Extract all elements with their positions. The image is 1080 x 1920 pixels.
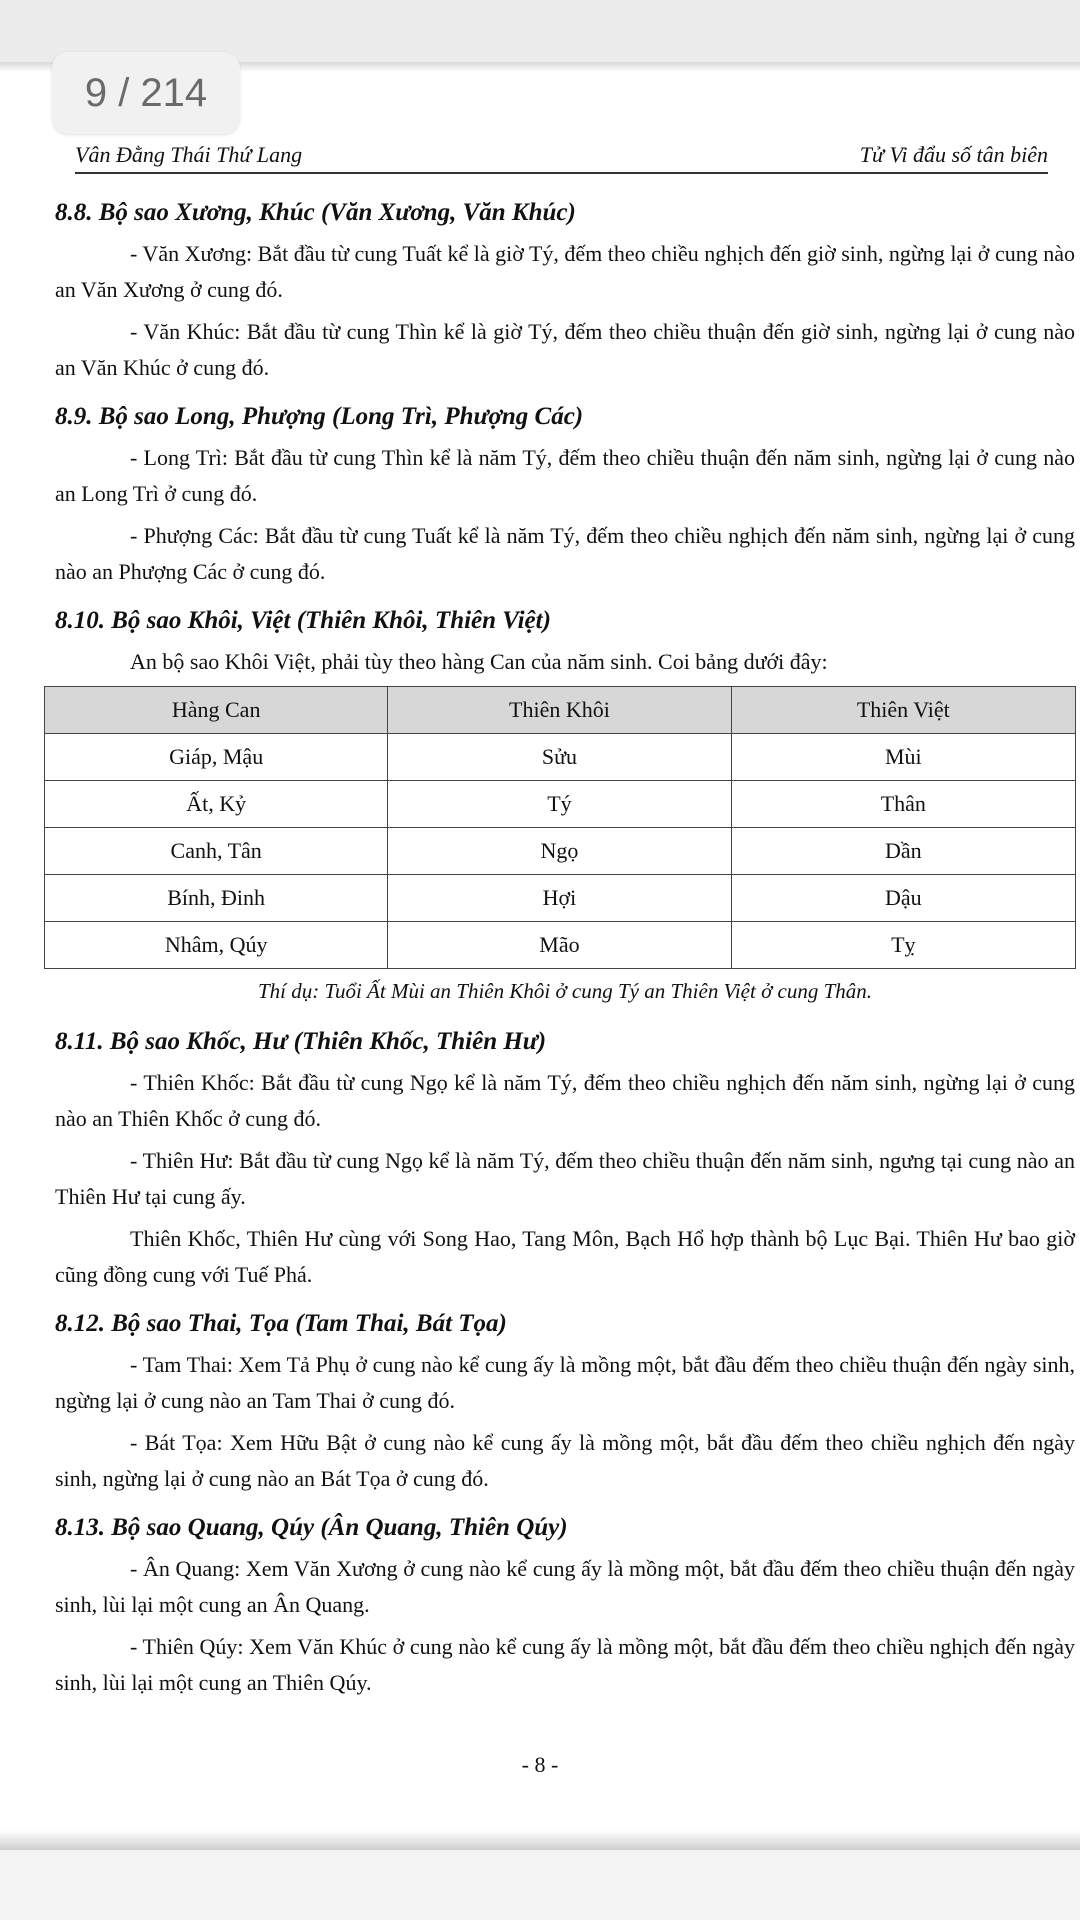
table-cell: Mùi [731, 734, 1075, 781]
column-header: Thiên Khôi [388, 687, 731, 734]
section-8-9 [55, 400, 1075, 590]
section-heading: 8.10. Bộ sao Khôi, Việt (Thiên Khôi, Thiên Việt) [55, 607, 551, 634]
table-row [45, 781, 1076, 828]
paragraph: - Tam Thai: Xem Tả Phụ ở cung nào kể cung ấy là mồng một, bắt đầu đếm theo chiều thuận đến ngày sinh, ngừng lại ở cung nào an Tam Thai ở cung đó. [55, 1352, 1075, 1413]
paragraph: - Bát Tọa: Xem Hữu Bật ở cung nào kể cung ấy là mồng một, bắt đầu đếm theo chiều nghịch đến ngày sinh, ngừng lại ở cung nào an Bát Tọa ở cung đó. [55, 1430, 1075, 1491]
viewer-bottom-bar [0, 1850, 1080, 1920]
paragraph: - Phượng Các: Bắt đầu từ cung Tuất kể là năm Tý, đếm theo chiều nghịch đến năm sinh, ngừng lại ở cung nào an Phượng Các ở cung đó. [55, 523, 1075, 584]
table-row [45, 922, 1076, 969]
page-content [55, 196, 1075, 1715]
column-header: Thiên Việt [731, 687, 1075, 734]
page-indicator[interactable]: 9 / 214 [52, 52, 240, 134]
khoi-viet-table [44, 686, 1076, 969]
table-cell: Tỵ [731, 922, 1075, 969]
table-cell: Giáp, Mậu [45, 734, 388, 781]
header-author: Vân Đằng Thái Thứ Lang [75, 142, 303, 167]
paragraph: - Thiên Hư: Bắt đầu từ cung Ngọ kể là năm Tý, đếm theo chiều thuận đến năm sinh, ngưng tại cung nào an Thiên Hư tại cung ấy. [55, 1148, 1075, 1209]
table-cell: Dậu [731, 875, 1075, 922]
table-header-row [45, 687, 1076, 734]
table-caption: Thí dụ: Tuổi Ất Mùi an Thiên Khôi ở cung Tý an Thiên Việt ở cung Thân. [257, 979, 873, 1003]
table-cell: Nhâm, Qúy [45, 922, 388, 969]
paragraph: - Văn Xương: Bắt đầu từ cung Tuất kể là giờ Tý, đếm theo chiều nghịch đến giờ sinh, ngừng lại ở cung nào an Văn Xương ở cung đó. [55, 241, 1075, 302]
paragraph: - Ân Quang: Xem Văn Xương ở cung nào kể cung ấy là mồng một, bắt đầu đếm theo chiều thuận đến ngày sinh, lùi lại một cung an Ân Quang. [55, 1556, 1075, 1617]
table-cell: Canh, Tân [45, 828, 388, 875]
section-8-10 [55, 604, 1075, 1007]
header-book-title: Tử Vi đẩu số tân biên [859, 142, 1048, 167]
column-header: Hàng Can [45, 687, 388, 734]
table-cell: Dần [731, 828, 1075, 875]
running-header [75, 140, 1048, 174]
section-heading: 8.9. Bộ sao Long, Phượng (Long Trì, Phượng Các) [55, 403, 584, 430]
paragraph: Thiên Khốc, Thiên Hư cùng với Song Hao, Tang Môn, Bạch Hổ hợp thành bộ Lục Bại. Thiên Hư bao giờ cũng đồng cung với Tuế Phá. [55, 1226, 1075, 1287]
table-row [45, 734, 1076, 781]
section-8-13 [55, 1511, 1075, 1701]
section-8-12 [55, 1307, 1075, 1497]
page-number: - 8 - [521, 1752, 559, 1777]
paragraph: - Thiên Qúy: Xem Văn Khúc ở cung nào kể cung ấy là mồng một, bắt đầu đếm theo chiều nghịch đến ngày sinh, lùi lại một cung an Thiên Qúy. [55, 1634, 1075, 1695]
table-row [45, 875, 1076, 922]
section-heading: 8.8. Bộ sao Xương, Khúc (Văn Xương, Văn Khúc) [55, 199, 576, 226]
section-8-11 [55, 1025, 1075, 1293]
table-cell: Tý [388, 781, 731, 828]
paragraph: An bộ sao Khôi Việt, phải tùy theo hàng Can của năm sinh. Coi bảng dưới đây: [130, 649, 828, 674]
table-row [45, 828, 1076, 875]
section-heading: 8.11. Bộ sao Khốc, Hư (Thiên Khốc, Thiên Hư) [55, 1028, 547, 1055]
table-cell: Mão [388, 922, 731, 969]
table-cell: Ngọ [388, 828, 731, 875]
paragraph: - Văn Khúc: Bắt đầu từ cung Thìn kể là giờ Tý, đếm theo chiều thuận đến giờ sinh, ngừng lại ở cung nào an Văn Khúc ở cung đó. [55, 319, 1075, 380]
table-cell: Ất, Kỷ [45, 781, 388, 828]
section-heading: 8.12. Bộ sao Thai, Tọa (Tam Thai, Bát Tọa) [55, 1310, 507, 1337]
table-cell: Thân [731, 781, 1075, 828]
paragraph: - Long Trì: Bắt đầu từ cung Thìn kể là năm Tý, đếm theo chiều thuận đến năm sinh, ngừng lại ở cung nào an Long Trì ở cung đó. [55, 445, 1075, 506]
table-cell: Hợi [388, 875, 731, 922]
paragraph: - Thiên Khốc: Bắt đầu từ cung Ngọ kể là năm Tý, đếm theo chiều nghịch đến năm sinh, ngừng lại ở cung nào an Thiên Khốc ở cung đó. [55, 1070, 1075, 1131]
page-bottom-edge [0, 1830, 1080, 1850]
section-8-8 [55, 196, 1075, 386]
section-heading: 8.13. Bộ sao Quang, Qúy (Ân Quang, Thiên Qúy) [55, 1514, 568, 1541]
table-cell: Bính, Đinh [45, 875, 388, 922]
table-cell: Sửu [388, 734, 731, 781]
